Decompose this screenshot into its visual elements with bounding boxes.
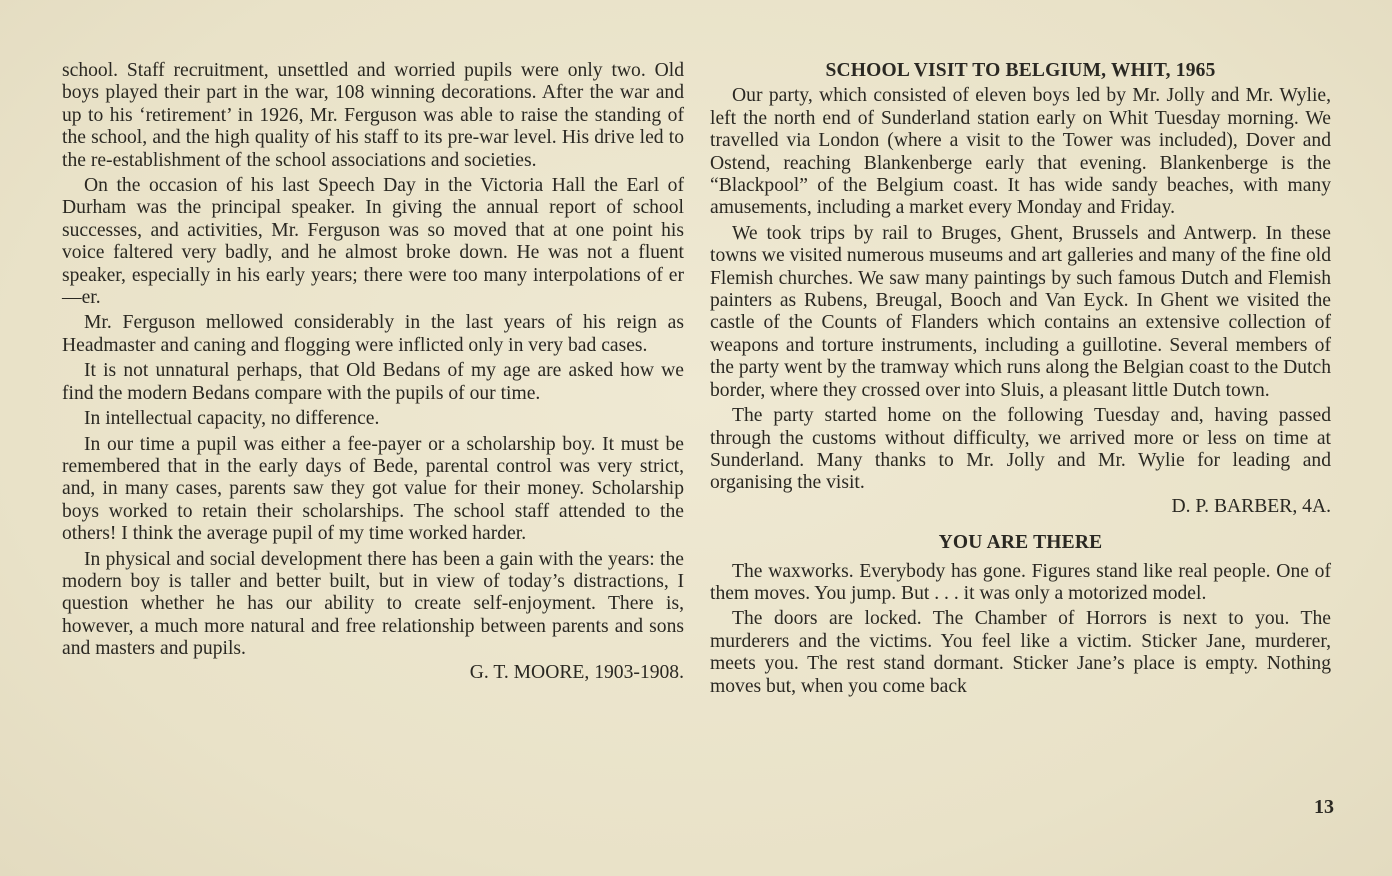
belgium-paragraph-1: Our party, which consisted of eleven boys led by Mr. Jolly and Mr. Wylie, left the north end of Sunderland station early on Whit Tuesday morning. We travelled via London (where a visit to the Tower was included), Dover and Ostend, reaching Blankenberge early that evening. Blankenberge is the “Blackpool” of the Belgium coast. It has wide sandy beaches, with many amusements, including a market every Monday and Friday. [710, 85, 1331, 219]
page-number: 13 [1314, 796, 1334, 818]
you-are-there-paragraph-1: The waxworks. Everybody has gone. Figures stand like real people. One of them moves. You jump. But . . . it was only a motorized model. [710, 560, 1331, 604]
left-paragraph-1: school. Staff recruitment, unsettled and worried pupils were only two. Old boys played their part in the war, 108 winning decorations. After the war and up to his ‘retirement’ in 1926, Mr. Ferguson was able to raise the standing of the school, and the high quality of his staff to its pre-war level. His drive led to the re-establishment of the school associations and societies. [62, 60, 684, 171]
left-paragraph-4: It is not unnatural perhaps, that Old Bedans of my age are asked how we find the modern Bedans compare with the pupils of our time. [62, 360, 684, 404]
belgium-signature: D. P. BARBER, 4A. [1171, 495, 1331, 517]
belgium-paragraph-3: The party started home on the following Tuesday and, having passed through the customs without difficulty, we arrived more or less on time at Sunderland. Many thanks to Mr. Jolly and Mr. Wylie for leading and organising the visit. [710, 405, 1331, 494]
left-signature: G. T. MOORE, 1903-1908. [469, 661, 684, 683]
right-column [710, 60, 1331, 698]
belgium-paragraph-2: We took trips by rail to Bruges, Ghent, Brussels and Antwerp. In these towns we visited numerous museums and art galleries and many of the fine old Flemish churches. We saw many paintings by such famous Dutch and Flemish painters as Rubens, Breugal, Booch and Van Eyck. In Ghent we visited the castle of the Counts of Flanders which contains an extensive collection of weapons and torture instruments, including a guillotine. Several members of the party went by the tramway which runs along the Belgian coast to the Dutch border, where they crossed over into Sluis, a pleasant little Dutch town. [710, 222, 1331, 401]
left-paragraph-3: Mr. Ferguson mellowed considerably in the last years of his reign as Headmaster and caning and flogging were inflicted only in very bad cases. [62, 312, 684, 356]
left-paragraph-6: In our time a pupil was either a fee-payer or a scholarship boy. It must be remembered that in the early days of Bede, parental control was very strict, and, in many cases, parents saw they got value for their money. Scholarship boys worked to retain their scholarships. The school staff attended to the others! I think the average pupil of my time worked harder. [62, 433, 684, 545]
you-are-there-paragraph-2: The doors are locked. The Chamber of Horrors is next to you. The murderers and the victims. You feel like a victim. Sticker Jane, murderer, meets you. The rest stand dormant. Sticker Jane’s place is empty. Nothing moves but, when you come back [710, 608, 1331, 697]
left-paragraph-2: On the occasion of his last Speech Day in the Victoria Hall the Earl of Durham was the principal speaker. In giving the annual report of school successes, and activities, Mr. Ferguson was so moved that at one point his voice faltered very badly, and he almost broke down. He was not a fluent speaker, especially in his early years; there were too many interpolations of er—er. [62, 175, 684, 309]
article-heading-you-are-there: YOU ARE THERE [938, 532, 1103, 554]
article-heading-belgium: SCHOOL VISIT TO BELGIUM, WHIT, 1965 [825, 60, 1216, 81]
left-paragraph-5: In intellectual capacity, no difference. [84, 408, 380, 430]
left-column [62, 60, 684, 684]
left-paragraph-7: In physical and social development there has been a gain with the years: the modern boy is taller and better built, but in view of today’s distractions, I question whether he has our ability to create self-enjoyment. There is, however, a much more natural and free relationship between parents and sons and masters and pupils. [62, 548, 684, 660]
